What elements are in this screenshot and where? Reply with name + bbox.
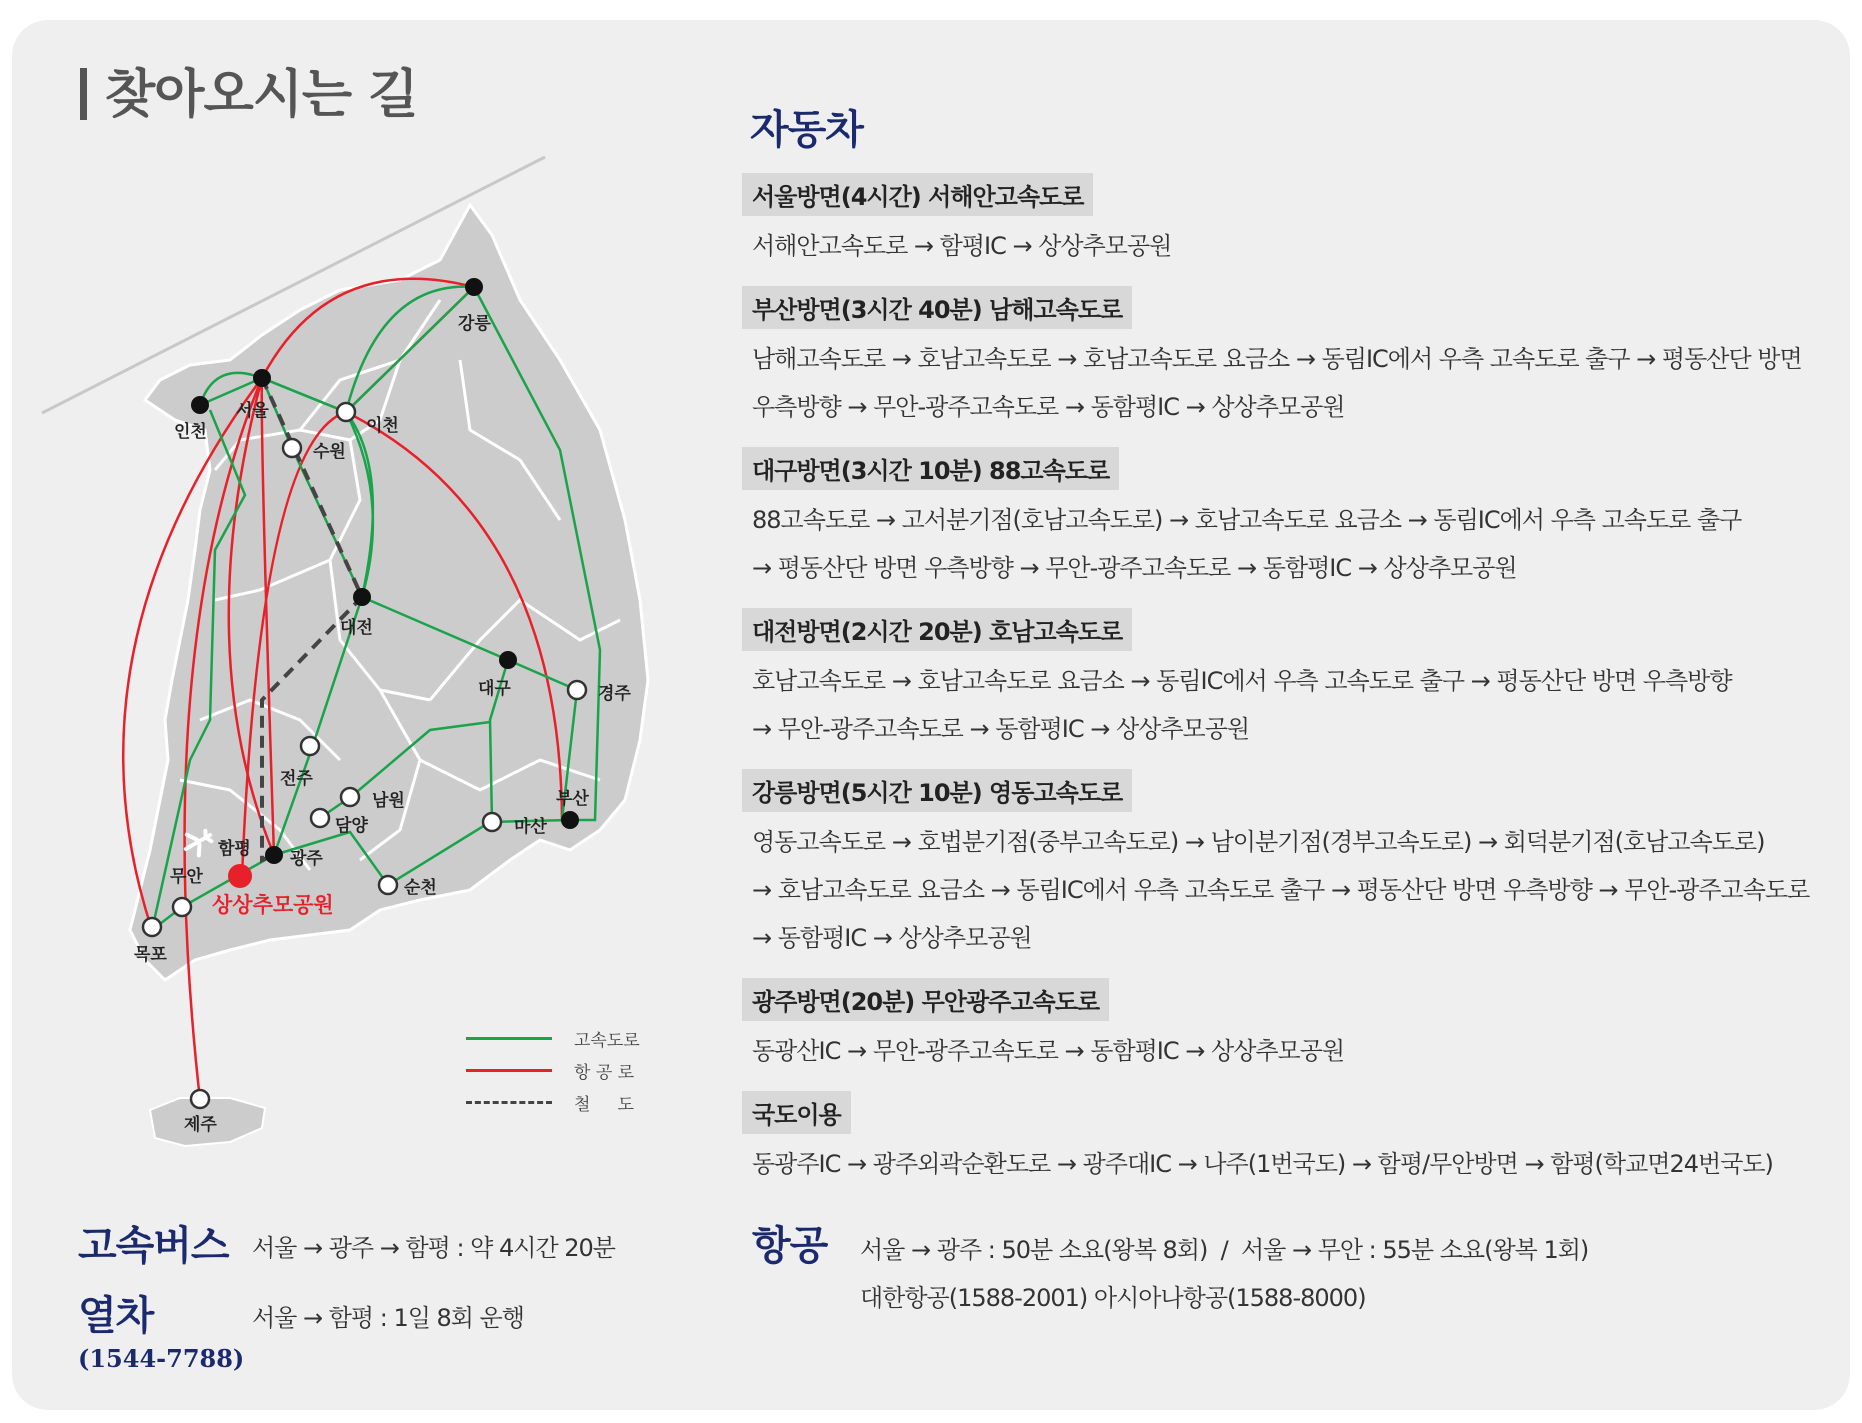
route-text: 동광산IC → 무안-광주고속도로 → 동함평IC → 상상추모공원 [752, 1037, 1345, 1065]
route-national-road [742, 1091, 1822, 1188]
label-namwon: 남원 [372, 791, 405, 811]
car-directions [742, 98, 1822, 1204]
page-title-text: 찾아오시는 길 [105, 65, 418, 125]
marker-busan [561, 811, 579, 829]
route-daegu [742, 447, 1822, 592]
route-seoul [742, 173, 1822, 270]
route-text: 우측방향 → 무안-광주고속도로 → 동함평IC → 상상추모공원 [752, 393, 1345, 421]
label-damyang: 담양 [335, 816, 368, 836]
label-masan: 마산 [514, 817, 547, 837]
marker-damyang [311, 809, 329, 827]
label-daegu: 대구 [478, 679, 511, 699]
label-gyeongju: 경주 [598, 684, 631, 704]
legend-air-label: 항 공 로 [574, 1062, 635, 1083]
label-destination: 상상추모공원 [212, 893, 334, 917]
label-busan: 부산 [556, 789, 589, 809]
label-gwangju: 광주 [290, 849, 323, 869]
route-daejeon [742, 608, 1822, 753]
train-text: 서울 → 함평 : 1일 8회 운행 [252, 1304, 524, 1332]
marker-incheon [191, 396, 209, 414]
label-incheon: 인천 [174, 422, 207, 442]
route-heading: 국도이용 [742, 1091, 851, 1134]
route-busan [742, 286, 1822, 431]
marker-jeonju [301, 737, 319, 755]
marker-icheon [337, 403, 355, 421]
label-seoul: 서울 [236, 401, 269, 421]
label-jeju: 제주 [184, 1115, 217, 1135]
marker-suwon [283, 439, 301, 457]
marker-jeju [191, 1090, 209, 1108]
route-heading: 대전방면(2시간 20분) 호남고속도로 [742, 608, 1132, 651]
label-suncheon: 순천 [404, 878, 437, 898]
route-text: → 평동산단 방면 우측방향 → 무안-광주고속도로 → 동함평IC → 상상추모공원 [752, 554, 1517, 582]
route-text: 호남고속도로 → 호남고속도로 요금소 → 동림IC에서 우측 고속도로 출구 → 평동산단 방면 우측방향 [752, 667, 1732, 695]
legend-rail [466, 1086, 640, 1118]
label-muan: 무안 [170, 867, 203, 887]
marker-seoul [253, 369, 271, 387]
route-heading: 서울방면(4시간) 서해안고속도로 [742, 173, 1093, 216]
label-hampyeong: 함평 [218, 839, 251, 859]
train-label: 열차 [78, 1292, 154, 1339]
title-bar [80, 68, 87, 120]
marker-namwon [341, 788, 359, 806]
bus-row [78, 1214, 615, 1284]
legend-highway-label: 고속도로 [574, 1030, 640, 1051]
air-info [752, 1214, 1588, 1322]
route-heading: 강릉방면(5시간 10분) 영동고속도로 [742, 769, 1132, 812]
air-line: 대한항공(1588-2001) 아시아나항공(1588-8000) [860, 1284, 1366, 1312]
label-suwon: 수원 [313, 442, 346, 462]
legend-rail-swatch [466, 1101, 552, 1104]
route-map [30, 140, 670, 1160]
air-line: 서울 → 광주 : 50분 소요(왕복 8회) / 서울 → 무안 : 55분 소요(왕복 1회) [860, 1236, 1589, 1264]
car-section-title: 자동차 [750, 107, 863, 153]
route-gangneung [742, 769, 1822, 962]
transit-info [78, 1214, 615, 1354]
legend-air-swatch [466, 1069, 552, 1072]
marker-daejeon [353, 588, 371, 606]
route-text: 서해안고속도로 → 함평IC → 상상추모공원 [752, 232, 1172, 260]
route-text: → 호남고속도로 요금소 → 동림IC에서 우측 고속도로 출구 → 평동산단 방면 우측방향 → 무안-광주고속도로 [752, 876, 1810, 904]
label-daejeon: 대전 [340, 618, 373, 638]
air-label: 항공 [752, 1222, 828, 1269]
label-gangneung: 강릉 [458, 314, 491, 334]
route-heading: 광주방면(20분) 무안광주고속도로 [742, 978, 1109, 1021]
label-icheon: 이천 [366, 416, 399, 436]
route-text: 동광주IC → 광주외곽순환도로 → 광주대IC → 나주(1번국도) → 함평/무안방면 → 함평(학교면24번국도) [752, 1150, 1773, 1178]
marker-suncheon [379, 876, 397, 894]
legend-air [466, 1054, 640, 1086]
route-text: 남해고속도로 → 호남고속도로 → 호남고속도로 요금소 → 동림IC에서 우측 고속도로 출구 → 평동산단 방면 [752, 345, 1802, 373]
route-heading: 부산방면(3시간 40분) 남해고속도로 [742, 286, 1132, 329]
marker-daegu [499, 651, 517, 669]
legend-highway [466, 1022, 640, 1054]
legend-rail-label: 철 도 [574, 1094, 634, 1115]
marker-gyeongju [568, 681, 586, 699]
legend-highway-swatch [466, 1037, 552, 1040]
bus-label: 고속버스 [78, 1222, 229, 1269]
air-lines [860, 1214, 1588, 1322]
marker-gangneung [465, 278, 483, 296]
route-text: 88고속도로 → 고서분기점(호남고속도로) → 호남고속도로 요금소 → 동림IC에서 우측 고속도로 출구 [752, 506, 1742, 534]
bus-text: 서울 → 광주 → 함평 : 약 4시간 20분 [252, 1234, 615, 1262]
route-text: 영동고속도로 → 호법분기점(중부고속도로) → 남이분기점(경부고속도로) → 회덕분기점(호남고속도로) [752, 828, 1765, 856]
marker-destination [228, 864, 252, 888]
marker-masan [483, 813, 501, 831]
marker-gwangju [265, 846, 283, 864]
marker-muan [173, 898, 191, 916]
page-title [80, 52, 418, 127]
label-jeonju: 전주 [280, 769, 313, 789]
label-mokpo: 목포 [134, 945, 167, 965]
route-text: → 무안-광주고속도로 → 동함평IC → 상상추모공원 [752, 715, 1250, 743]
route-heading: 대구방면(3시간 10분) 88고속도로 [742, 447, 1119, 490]
route-gwangju [742, 978, 1822, 1075]
map-legend [466, 1022, 640, 1118]
train-phone: (1544-7788) [78, 1344, 245, 1373]
route-text: → 동함평IC → 상상추모공원 [752, 924, 1032, 952]
marker-mokpo [143, 918, 161, 936]
